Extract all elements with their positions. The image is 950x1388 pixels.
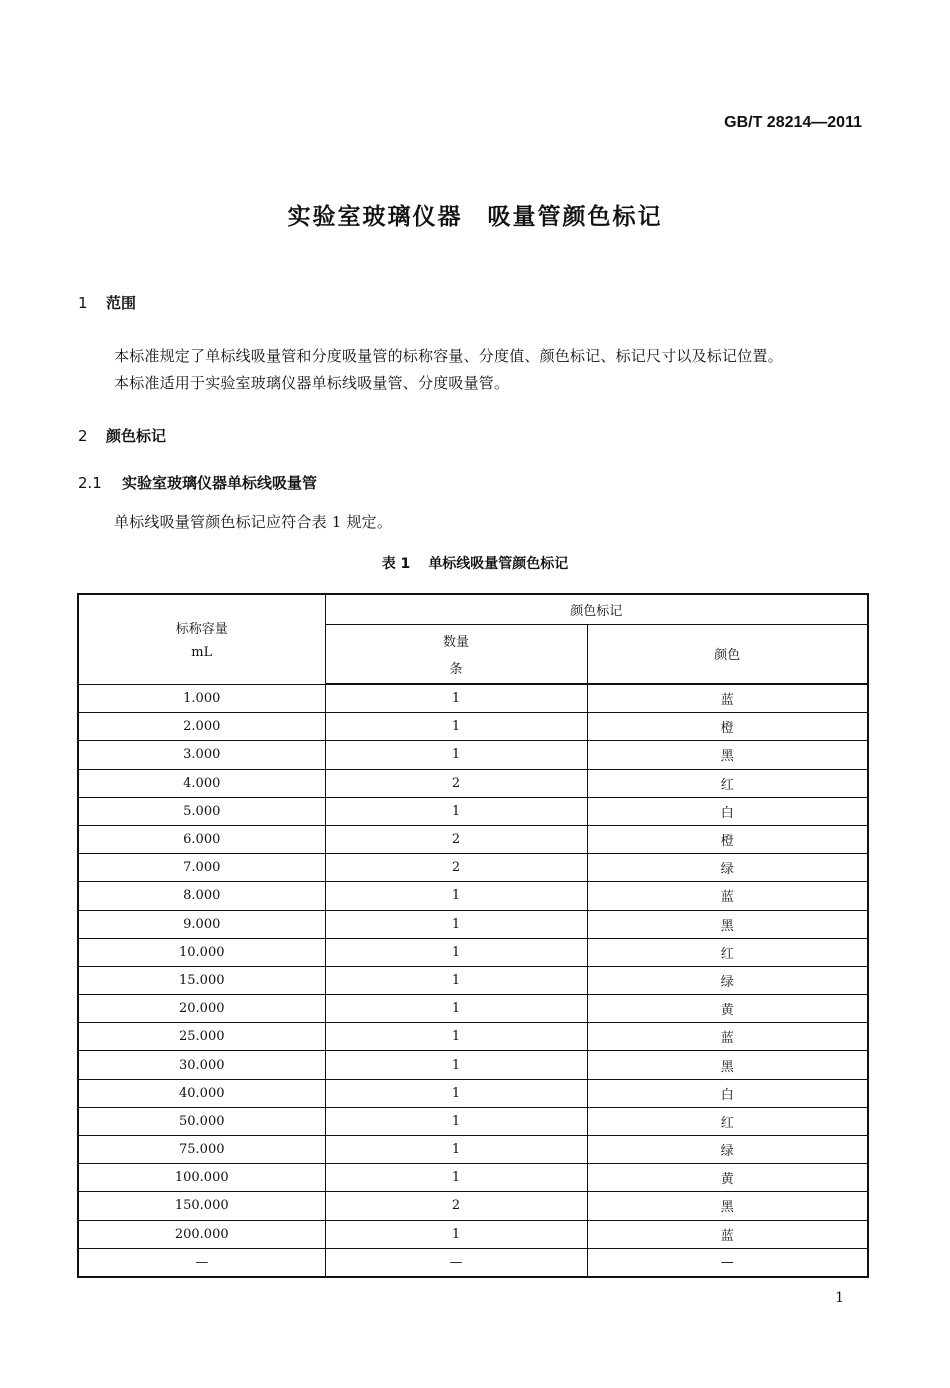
count-cell: 1 bbox=[325, 995, 587, 1023]
capacity-cell: 8.000 bbox=[78, 882, 325, 910]
capacity-cell: 30.000 bbox=[78, 1051, 325, 1079]
color-cell: 蓝 bbox=[587, 1023, 868, 1051]
section-number: 2 bbox=[78, 427, 88, 445]
count-cell: 1 bbox=[325, 1107, 587, 1135]
subsection-heading bbox=[78, 472, 317, 493]
color-cell: 黑 bbox=[587, 1192, 868, 1220]
table-row bbox=[78, 1248, 868, 1277]
table-body bbox=[78, 684, 868, 1277]
color-cell: 绿 bbox=[587, 966, 868, 994]
section-heading-scope bbox=[78, 292, 136, 313]
table-caption bbox=[0, 553, 950, 573]
capacity-cell: 2.000 bbox=[78, 713, 325, 741]
count-header-label: 数量 bbox=[442, 634, 469, 650]
color-cell: 黑 bbox=[587, 1051, 868, 1079]
color-cell: 黄 bbox=[587, 995, 868, 1023]
subsection-title: 实验室玻璃仪器单标线吸量管 bbox=[122, 474, 318, 492]
table-row bbox=[78, 938, 868, 966]
table-row bbox=[78, 1220, 868, 1248]
table-caption-title: 单标线吸量管颜色标记 bbox=[428, 556, 569, 572]
color-cell: 红 bbox=[587, 938, 868, 966]
count-cell: 1 bbox=[325, 938, 587, 966]
count-cell: 1 bbox=[325, 1164, 587, 1192]
capacity-cell: 9.000 bbox=[78, 910, 325, 938]
table-row bbox=[78, 1023, 868, 1051]
scope-paragraph-2: 本标准适用于实验室玻璃仪器单标线吸量管、分度吸量管。 bbox=[114, 374, 510, 392]
color-cell: 红 bbox=[587, 769, 868, 797]
capacity-cell: 100.000 bbox=[78, 1164, 325, 1192]
table-row bbox=[78, 684, 868, 713]
table-row bbox=[78, 1079, 868, 1107]
count-header bbox=[325, 624, 587, 684]
capacity-cell: 4.000 bbox=[78, 769, 325, 797]
table-row bbox=[78, 1192, 868, 1220]
standard-code: GB/T 28214—2011 bbox=[724, 114, 862, 131]
table-row bbox=[78, 995, 868, 1023]
table-row bbox=[78, 1051, 868, 1079]
color-cell: — bbox=[587, 1248, 868, 1277]
capacity-cell: 20.000 bbox=[78, 995, 325, 1023]
section-number: 1 bbox=[78, 294, 88, 312]
table-row bbox=[78, 854, 868, 882]
count-cell: 1 bbox=[325, 910, 587, 938]
count-unit: 条 bbox=[449, 661, 463, 677]
table-row bbox=[78, 1107, 868, 1135]
count-cell: 1 bbox=[325, 1220, 587, 1248]
capacity-cell: 1.000 bbox=[78, 684, 325, 713]
table-caption-label: 表 1 bbox=[381, 556, 411, 572]
color-cell: 蓝 bbox=[587, 882, 868, 910]
count-cell: 2 bbox=[325, 854, 587, 882]
capacity-cell: 75.000 bbox=[78, 1136, 325, 1164]
capacity-cell: 25.000 bbox=[78, 1023, 325, 1051]
table-row bbox=[78, 882, 868, 910]
section-heading-color-mark bbox=[78, 425, 166, 446]
color-cell: 红 bbox=[587, 1107, 868, 1135]
capacity-cell: 15.000 bbox=[78, 966, 325, 994]
capacity-cell: 150.000 bbox=[78, 1192, 325, 1220]
scope-paragraph-1: 本标准规定了单标线吸量管和分度吸量管的标称容量、分度值、颜色标记、标记尺寸以及标记位置。 bbox=[114, 347, 783, 365]
count-cell: 1 bbox=[325, 1136, 587, 1164]
subsection-number: 2.1 bbox=[78, 474, 102, 492]
capacity-cell: 5.000 bbox=[78, 797, 325, 825]
table-row bbox=[78, 825, 868, 853]
table-row bbox=[78, 713, 868, 741]
capacity-cell: 6.000 bbox=[78, 825, 325, 853]
table-row bbox=[78, 1164, 868, 1192]
count-cell: 1 bbox=[325, 882, 587, 910]
color-cell: 橙 bbox=[587, 713, 868, 741]
table-row bbox=[78, 797, 868, 825]
color-mark-header: 颜色标记 bbox=[325, 594, 868, 624]
color-header: 颜色 bbox=[587, 624, 868, 684]
count-cell: 1 bbox=[325, 713, 587, 741]
color-cell: 白 bbox=[587, 797, 868, 825]
color-cell: 白 bbox=[587, 1079, 868, 1107]
subsection-paragraph: 单标线吸量管颜色标记应符合表 1 规定。 bbox=[114, 513, 393, 531]
table-row bbox=[78, 741, 868, 769]
page-number: 1 bbox=[835, 1290, 844, 1306]
table-row bbox=[78, 769, 868, 797]
capacity-cell: 3.000 bbox=[78, 741, 325, 769]
capacity-cell: 40.000 bbox=[78, 1079, 325, 1107]
color-cell: 绿 bbox=[587, 854, 868, 882]
count-cell: 2 bbox=[325, 1192, 587, 1220]
color-cell: 绿 bbox=[587, 1136, 868, 1164]
pipette-color-table bbox=[77, 593, 869, 1278]
capacity-header-label: 标称容量 bbox=[175, 622, 228, 638]
color-cell: 橙 bbox=[587, 825, 868, 853]
section-title: 颜色标记 bbox=[106, 427, 167, 445]
count-cell: 1 bbox=[325, 1051, 587, 1079]
table-row bbox=[78, 966, 868, 994]
color-cell: 黄 bbox=[587, 1164, 868, 1192]
capacity-cell: 7.000 bbox=[78, 854, 325, 882]
capacity-header bbox=[78, 594, 325, 684]
count-cell: 2 bbox=[325, 769, 587, 797]
count-cell: — bbox=[325, 1248, 587, 1277]
section-title: 范围 bbox=[106, 294, 137, 312]
color-cell: 蓝 bbox=[587, 684, 868, 713]
capacity-cell: 10.000 bbox=[78, 938, 325, 966]
document-title: 实验室玻璃仪器 吸量管颜色标记 bbox=[287, 204, 663, 230]
count-cell: 1 bbox=[325, 1079, 587, 1107]
color-cell: 黑 bbox=[587, 741, 868, 769]
capacity-cell: 200.000 bbox=[78, 1220, 325, 1248]
color-cell: 蓝 bbox=[587, 1220, 868, 1248]
count-cell: 1 bbox=[325, 741, 587, 769]
color-cell: 黑 bbox=[587, 910, 868, 938]
capacity-unit: mL bbox=[191, 645, 213, 661]
count-cell: 1 bbox=[325, 966, 587, 994]
count-cell: 1 bbox=[325, 684, 587, 713]
table-row bbox=[78, 910, 868, 938]
table-row bbox=[78, 1136, 868, 1164]
capacity-cell: 50.000 bbox=[78, 1107, 325, 1135]
count-cell: 1 bbox=[325, 1023, 587, 1051]
count-cell: 1 bbox=[325, 797, 587, 825]
count-cell: 2 bbox=[325, 825, 587, 853]
capacity-cell: — bbox=[78, 1248, 325, 1277]
